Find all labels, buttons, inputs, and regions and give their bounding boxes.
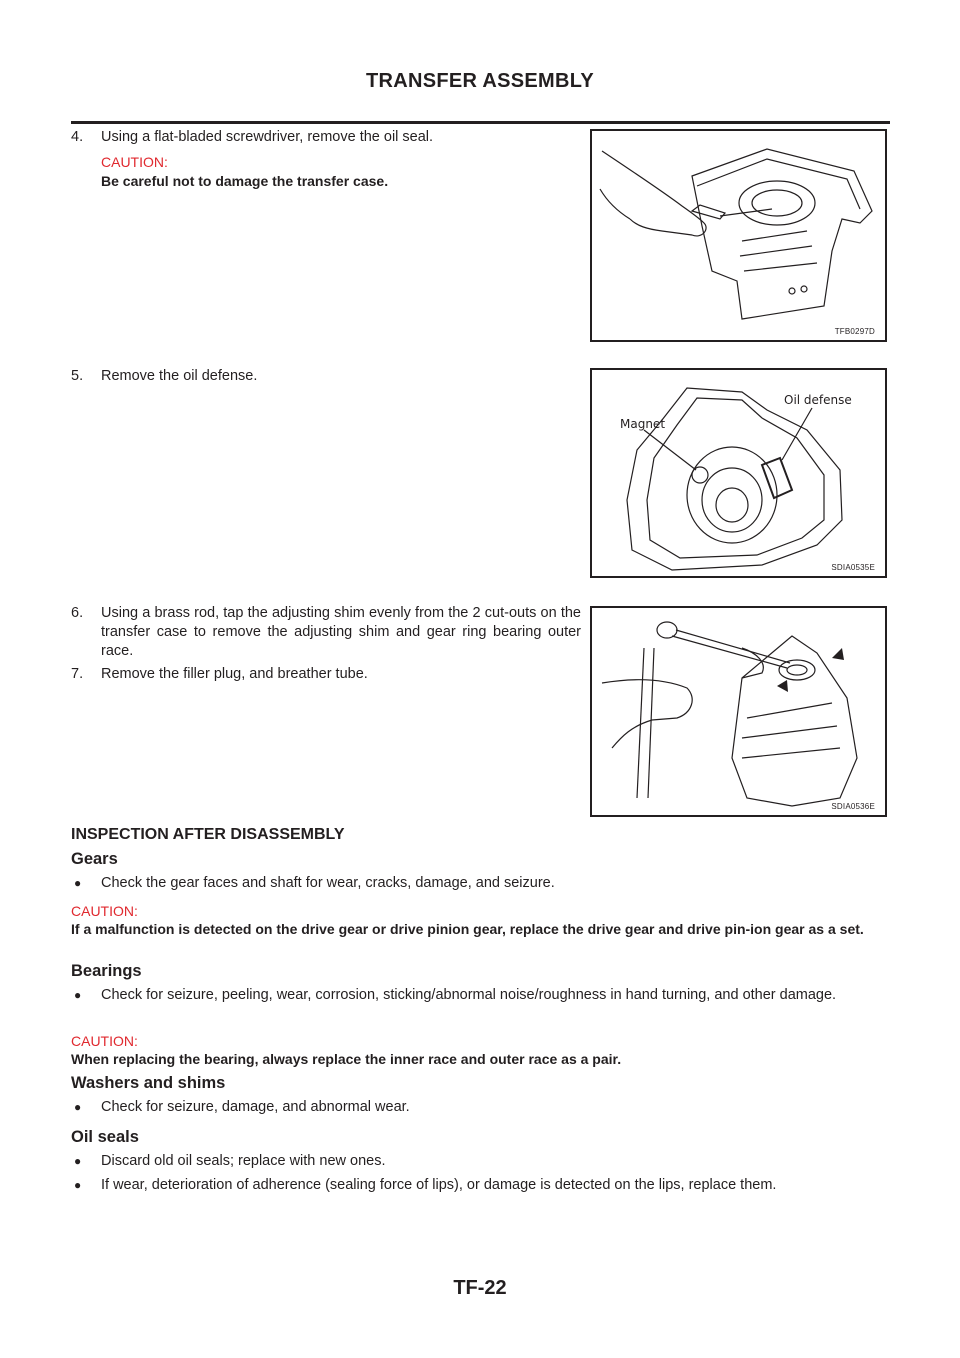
page-header-title: TRANSFER ASSEMBLY [365,70,595,92]
step-number: 5. [71,368,84,384]
figure-code: TFB0297D [834,327,875,336]
step-text: Using a brass rod, tap the adjusting shim evenly from the 2 cut-outs on the transfer case to remove the adjusting shim and gear ring bearing outer race. [101,605,581,659]
bullet-icon: ● [74,1154,82,1168]
list-item: ● If wear, deterioration of adherence (sealing force of lips), or damage is detected on the lips, replace them. [74,1177,777,1193]
header-rule [71,121,890,124]
figure-adjusting-shim [590,606,887,817]
figure-oil-seal-removal [590,129,887,342]
caution-label: CAUTION: [71,903,138,919]
caution-label: CAUTION: [71,1033,138,1049]
figure-code: SDIA0536E [831,802,875,811]
caution-text: If a malfunction is detected on the drive gear or drive pinion gear, replace the drive gear and drive pin-ion gear as a set. [71,921,864,937]
list-item: ● Check for seizure, peeling, wear, corrosion, sticking/abnormal noise/roughness in hand turning, and other damage. [74,987,837,1003]
step-number: 7. [71,666,84,682]
list-item: ● Check the gear faces and shaft for wear, cracks, damage, and seizure. [74,875,555,891]
bullet-icon: ● [74,1100,82,1114]
magnet-label: Magnet [620,417,666,431]
bullet-icon: ● [74,876,82,890]
hammer-brass-rod-illustration [592,608,885,815]
step-text: Using a flat-bladed screwdriver, remove the oil seal. [101,129,434,145]
caution-text: Be careful not to damage the transfer case. [101,173,389,189]
bullet-icon: ● [74,1178,82,1192]
caution-text: When replacing the bearing, always replace the inner race and outer race as a pair. [71,1051,622,1067]
bullet-icon: ● [74,988,82,1002]
oil-defense-label: Oil defense [784,393,852,407]
step-number: 6. [71,605,84,621]
subsection-title-washers: Washers and shims [71,1074,226,1092]
step-4 [71,128,581,191]
step-text: Remove the oil defense. [101,368,258,384]
subsection-title-gears: Gears [71,850,118,868]
step-5 [71,367,581,386]
figure-oil-defense [590,368,887,578]
caution-block-bearings [71,1032,890,1069]
figure-code: SDIA0535E [831,563,875,572]
step-6 [71,604,581,661]
caution-label: CAUTION: [101,154,168,170]
list-item: ● Check for seizure, damage, and abnormal wear. [74,1099,410,1115]
step-text: Remove the filler plug, and breather tube. [101,666,368,682]
transfer-case-illustration [592,370,885,576]
step-7 [71,665,581,684]
page-number: TF-22 [453,1277,507,1299]
subsection-title-bearings: Bearings [71,962,142,980]
step-number: 4. [71,129,84,145]
list-item: ● Discard old oil seals; replace with new ones. [74,1153,386,1169]
caution-block-gears [71,902,890,939]
screwdriver-oil-seal-illustration [592,131,885,340]
section-title-inspection: INSPECTION AFTER DISASSEMBLY [71,826,345,843]
subsection-title-oil-seals: Oil seals [71,1128,139,1146]
